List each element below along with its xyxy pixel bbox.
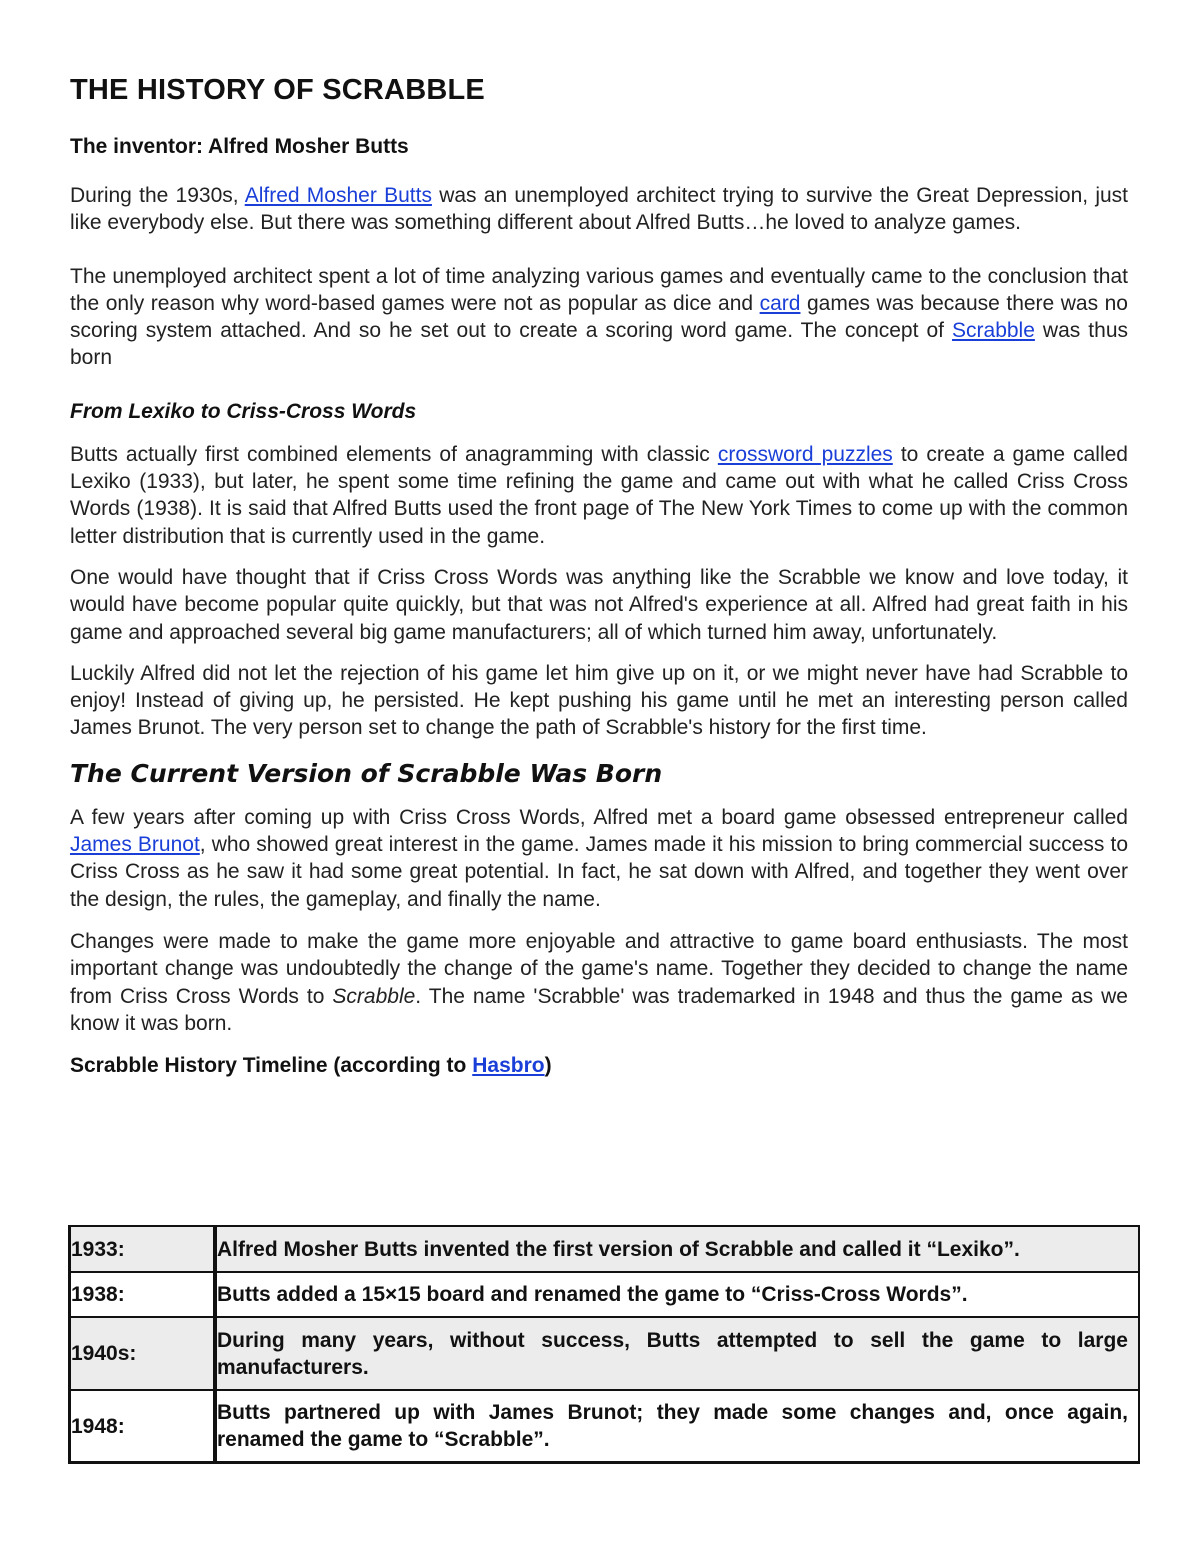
lexiko-heading: From Lexiko to Criss-Cross Words [70, 399, 417, 423]
paragraph-5: Luckily Alfred did not let the rejection of his game let him give up on it, or we might never have had Scrabble to enjoy! Instead of giving up, he persisted. He kept pushing his game until he met an interesting person called James Brunot. The very person set to change the path of Scrabble's history for the first time. [70, 661, 1128, 740]
card-link[interactable]: card [759, 291, 801, 315]
event-cell: Alfred Mosher Butts invented the first version of Scrabble and called it “Lexiko”. [215, 1226, 1139, 1272]
event-cell: Butts added a 15×15 board and renamed the game to “Criss-Cross Words”. [215, 1272, 1139, 1317]
year-cell: 1948: [70, 1390, 216, 1463]
paragraph-4: One would have thought that if Criss Cross Words was anything like the Scrabble we know and love today, it would have become popular quite quickly, but that was not Alfred's experience at all. Alfred had great faith in his game and approached several big game manufacturers; all of which turned him away, unfortunately. [70, 565, 1128, 644]
table-row [70, 1390, 1140, 1463]
hasbro-link[interactable]: Hasbro [472, 1054, 545, 1078]
year-cell: 1940s: [70, 1317, 216, 1390]
james-brunot-link[interactable]: James Brunot [70, 833, 200, 857]
page-title: THE HISTORY OF SCRABBLE [70, 74, 485, 106]
table-row [70, 1226, 1140, 1272]
paragraph-2: The unemployed architect spent a lot of time analyzing various games and eventually came to the conclusion that the only reason why word-based games were not as popular as dice and card games was because there was no scoring system attached. And so he set out to create a scoring word game. The concept of Scrabble was thus born [70, 264, 1128, 370]
current-version-heading: The Current Version of Scrabble Was Born [70, 758, 663, 788]
paragraph-7: Changes were made to make the game more enjoyable and attractive to game board enthusiasts. The most important change was undoubtedly the change of the game's name. Together they decided to change the name from Criss Cross Words to Scrabble. The name 'Scrabble' was trademarked in 1948 and thus the game as we know it was born. [70, 929, 1128, 1035]
year-cell: 1938: [70, 1272, 216, 1317]
document-page [70, 66, 1128, 1081]
alfred-butts-link[interactable]: Alfred Mosher Butts [244, 184, 432, 207]
timeline-heading: Scrabble History Timeline (according to Hasbro) [70, 1054, 552, 1078]
timeline-table [68, 1225, 1140, 1464]
year-cell: 1933: [70, 1226, 216, 1272]
paragraph-1: During the 1930s, Alfred Mosher Butts was an unemployed architect trying to survive the Great Depression, just like everybody else. But there was something different about Alfred Butts…he loved to analyze games. [70, 184, 1129, 235]
table-row [70, 1272, 1140, 1317]
inventor-heading: The inventor: Alfred Mosher Butts [70, 135, 409, 158]
event-cell: Butts partnered up with James Brunot; they made some changes and, once again, renamed the game to “Scrabble”. [215, 1390, 1139, 1463]
paragraph-3: Butts actually first combined elements of anagramming with classic crossword puzzles to create a game called Lexiko (1933), but later, he spent some time refining the game and came out with what he called Criss Cross Words (1938). It is said that Alfred Butts used the front page of The New York Times to come up with the common letter distribution that is currently used in the game. [70, 442, 1128, 548]
event-cell: During many years, without success, Butts attempted to sell the game to large manufacturers. [215, 1317, 1139, 1390]
paragraph-6: A few years after coming up with Criss Cross Words, Alfred met a board game obsessed entrepreneur called James Brunot, who showed great interest in the game. James made it his mission to bring commercial success to Criss Cross as he saw it had some great potential. In fact, he sat down with Alfred, and together they went over the design, the rules, the gameplay, and finally the name. [70, 805, 1129, 911]
table-row [70, 1317, 1140, 1390]
crossword-puzzles-link[interactable]: crossword puzzles [717, 442, 893, 466]
scrabble-link[interactable]: Scrabble [952, 319, 1035, 343]
